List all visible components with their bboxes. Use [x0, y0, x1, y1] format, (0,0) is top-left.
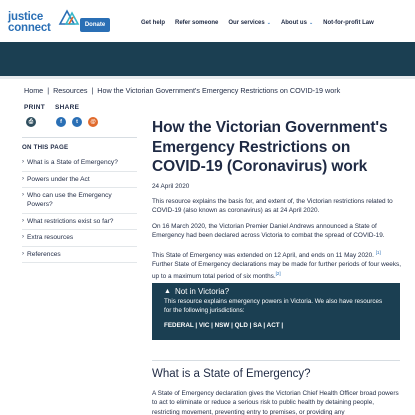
twitter-icon[interactable]: [72, 117, 82, 127]
nav-item-our-services[interactable]: [223, 20, 276, 26]
chevron-right-icon: ›: [22, 175, 24, 182]
breadcrumb-separator: |: [47, 86, 50, 95]
section-heading: What is a State of Emergency?: [152, 368, 311, 380]
callout-text: This resource explains emergency powers in Victoria. We also have resources for the following jurisdictions:: [164, 298, 383, 314]
chevron-down-icon: ⌄: [266, 20, 271, 26]
intro-paragraph: This resource explains the basis for, and extent of, the Victorian restrictions related to COVID-19 (also known as coronavirus) as at 24 April 2020.: [152, 197, 393, 214]
print-label: PRINT: [24, 104, 45, 111]
breadcrumb: [24, 86, 340, 95]
share-label: SHARE: [55, 104, 80, 111]
nav-item-refer-someone[interactable]: [170, 20, 223, 26]
chevron-right-icon: ›: [22, 217, 24, 224]
footnote-2-link[interactable]: [2]: [275, 271, 281, 277]
hero-band-shadow: [0, 76, 415, 79]
sidebar-item-label: References: [27, 250, 61, 258]
nav-item-label: Not-for-profit Law: [323, 20, 374, 26]
nav-item-get-help[interactable]: [136, 20, 170, 26]
warning-triangle-icon: ▲: [164, 287, 171, 295]
publish-date: 24 April 2020: [152, 182, 190, 190]
sidebar-item-2[interactable]: [22, 172, 137, 189]
nav-item-label: Refer someone: [175, 20, 219, 26]
twitter-glyph: t: [76, 119, 78, 125]
footnote-1-link[interactable]: [1]: [375, 249, 381, 255]
sidebar-item-label: What restrictions exist so far?: [27, 217, 114, 225]
sidebar-item-label: Who can use the Emergency Powers?: [27, 192, 112, 208]
nav-item-label: About us: [280, 20, 307, 26]
breadcrumb-resources[interactable]: Resources: [53, 86, 88, 95]
chevron-down-icon: ⌄: [308, 20, 314, 26]
sidebar-item-6[interactable]: [22, 247, 137, 264]
justice-connect-logo[interactable]: [8, 8, 78, 38]
chevron-right-icon: ›: [22, 192, 24, 198]
jurisdiction-callout: [152, 296, 400, 340]
hero-band: [0, 42, 415, 76]
main-content: [152, 118, 402, 282]
extension-text-b: Further State of Emergency declarations may be made for further periods of four weeks, up to a maximum total period of six months.: [152, 261, 401, 281]
sidebar-item-1[interactable]: [22, 155, 137, 172]
chevron-right-icon: ›: [22, 250, 24, 257]
page-title: How the Victorian Government's Emergency Restrictions on COVID-19 (Coronavirus) work: [152, 119, 388, 175]
donate-button[interactable]: Donate: [80, 18, 110, 32]
print-glyph: ⎙: [28, 118, 34, 125]
sidebar-item-label: Extra resources: [27, 234, 74, 241]
logo-text: [8, 12, 51, 34]
logo-line-1: justice: [8, 11, 44, 23]
nav-item-label: Our services: [228, 20, 265, 26]
on-this-page-sidebar: [22, 137, 137, 263]
declaration-paragraph: On 16 March 2020, the Victorian Premier Daniel Andrews announced a State of Emergency had been declared across Victoria to combat the spread of COVID-19.: [152, 223, 385, 240]
sidebar-item-label: Powers under the Act: [27, 175, 90, 183]
sidebar-item-5[interactable]: [22, 230, 137, 247]
nav-item-not-for-profit-law[interactable]: [318, 20, 379, 26]
callout-heading: Not in Victoria?: [174, 286, 230, 296]
nav-item-label: Get help: [141, 20, 166, 26]
breadcrumb-home[interactable]: Home: [24, 86, 44, 95]
breadcrumb-current: How the Victorian Government's Emergency Restrictions on COVID-19 work: [97, 86, 341, 95]
chevron-right-icon: ›: [22, 234, 24, 240]
breadcrumb-separator: |: [91, 86, 94, 95]
print-icon[interactable]: [26, 117, 36, 127]
sidebar-item-3[interactable]: [22, 188, 137, 214]
facebook-icon[interactable]: [56, 117, 66, 127]
extension-text-a: This State of Emergency was extended on 12 April, and ends on 11 May 2020.: [152, 251, 374, 259]
nav-item-about-us[interactable]: [276, 20, 318, 26]
main-nav: [136, 20, 379, 26]
sidebar-item-4[interactable]: [22, 214, 137, 231]
sidebar-item-label: What is a State of Emergency?: [27, 159, 118, 166]
chevron-right-icon: ›: [22, 159, 24, 165]
jurisdiction-links[interactable]: FEDERAL | VIC | NSW | QLD | SA | ACT |: [164, 321, 284, 329]
sidebar-list: [22, 155, 137, 263]
logo-mark-icon: [58, 8, 80, 26]
section-paragraph: A State of Emergency declaration gives the Victorian Chief Health Officer broad powers to act to eliminate or reduce a serious risk to public health by detaining people, restricting movement, preventing entry to premises, or providing any: [152, 390, 399, 415]
email-glyph: @: [90, 119, 96, 125]
extension-paragraph: [152, 248, 402, 282]
facebook-glyph: f: [60, 119, 62, 125]
logo-line-2: connect: [8, 22, 51, 34]
section-divider: [152, 360, 400, 361]
sidebar-title: ON THIS PAGE: [22, 144, 69, 151]
email-icon[interactable]: [88, 117, 98, 127]
